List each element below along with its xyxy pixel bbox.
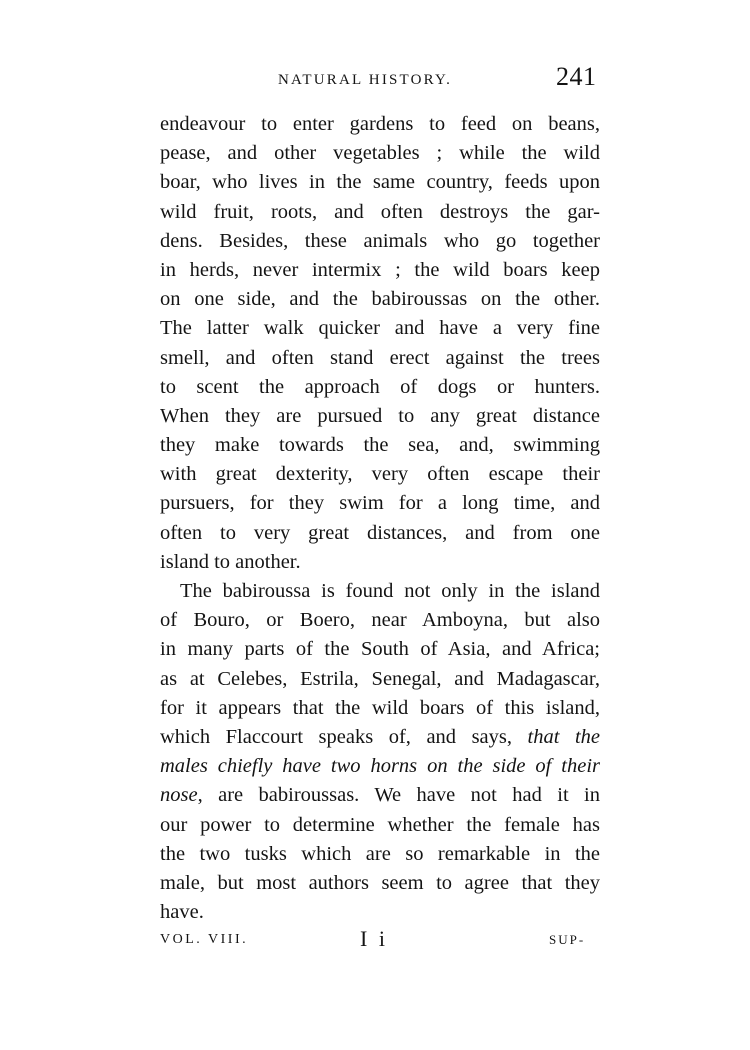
text-line: our power to determine whether the female has (160, 813, 600, 836)
italic-quote-line: males chiefly have two horns on the side of their (160, 755, 600, 778)
text-line: wild fruit, roots, and often destroys the gar- (160, 200, 600, 223)
text-line: as at Celebes, Estrila, Senegal, and Madagascar, (160, 667, 600, 690)
text-line: When they are pursued to any great distance (160, 404, 600, 427)
page-footer (0, 926, 750, 956)
running-title: NATURAL HISTORY. (278, 72, 453, 88)
text-line: for it appears that the wild boars of this island, (160, 696, 600, 719)
page-number: 241 (556, 62, 597, 91)
text-line: often to very great distances, and from one (160, 521, 600, 544)
text-line: the two tusks which are so remarkable in the (160, 842, 600, 865)
text-line: The latter walk quicker and have a very fine (160, 317, 600, 340)
text-line: on one side, and the babiroussas on the other. (160, 288, 600, 311)
body-text (160, 110, 600, 927)
text-line: they make towards the sea, and, swimming (160, 434, 600, 457)
catchword: SUP- (549, 932, 586, 947)
text-segment: which Flaccourt speaks of, and says, (160, 725, 513, 748)
text-line: dens. Besides, these animals who go together (160, 229, 600, 252)
text-line (160, 723, 600, 752)
text-line: of Bouro, or Boero, near Amboyna, but also (160, 609, 600, 632)
text-line: in herds, never intermix ; the wild boars keep (160, 258, 600, 281)
text-line: in many parts of the South of Asia, and Africa; (160, 638, 600, 661)
italic-quote: nose (160, 784, 198, 807)
text-line: smell, and often stand erect against the trees (160, 346, 600, 369)
text-line: male, but most authors seem to agree that they (160, 871, 600, 894)
signature-mark: I i (360, 926, 388, 951)
text-line: boar, who lives in the same country, feeds upon (160, 171, 600, 194)
volume-label: VOL. VIII. (160, 932, 249, 947)
text-line: pursuers, for they swim for a long time, and (160, 492, 600, 515)
italic-quote: that the (527, 725, 601, 748)
text-line: pease, and other vegetables ; while the wild (160, 142, 600, 165)
text-line (160, 781, 600, 810)
text-line: with great dexterity, very often escape their (160, 463, 600, 486)
text-line: The babiroussa is found not only in the island (180, 580, 600, 602)
text-line: to scent the approach of dogs or hunters. (160, 375, 600, 398)
text-segment: , are babiroussas. We have not had it in (197, 784, 600, 807)
text-line: island to another. (160, 550, 301, 573)
text-line: endeavour to enter gardens to feed on beans, (160, 113, 600, 135)
text-line: have. (160, 901, 204, 924)
